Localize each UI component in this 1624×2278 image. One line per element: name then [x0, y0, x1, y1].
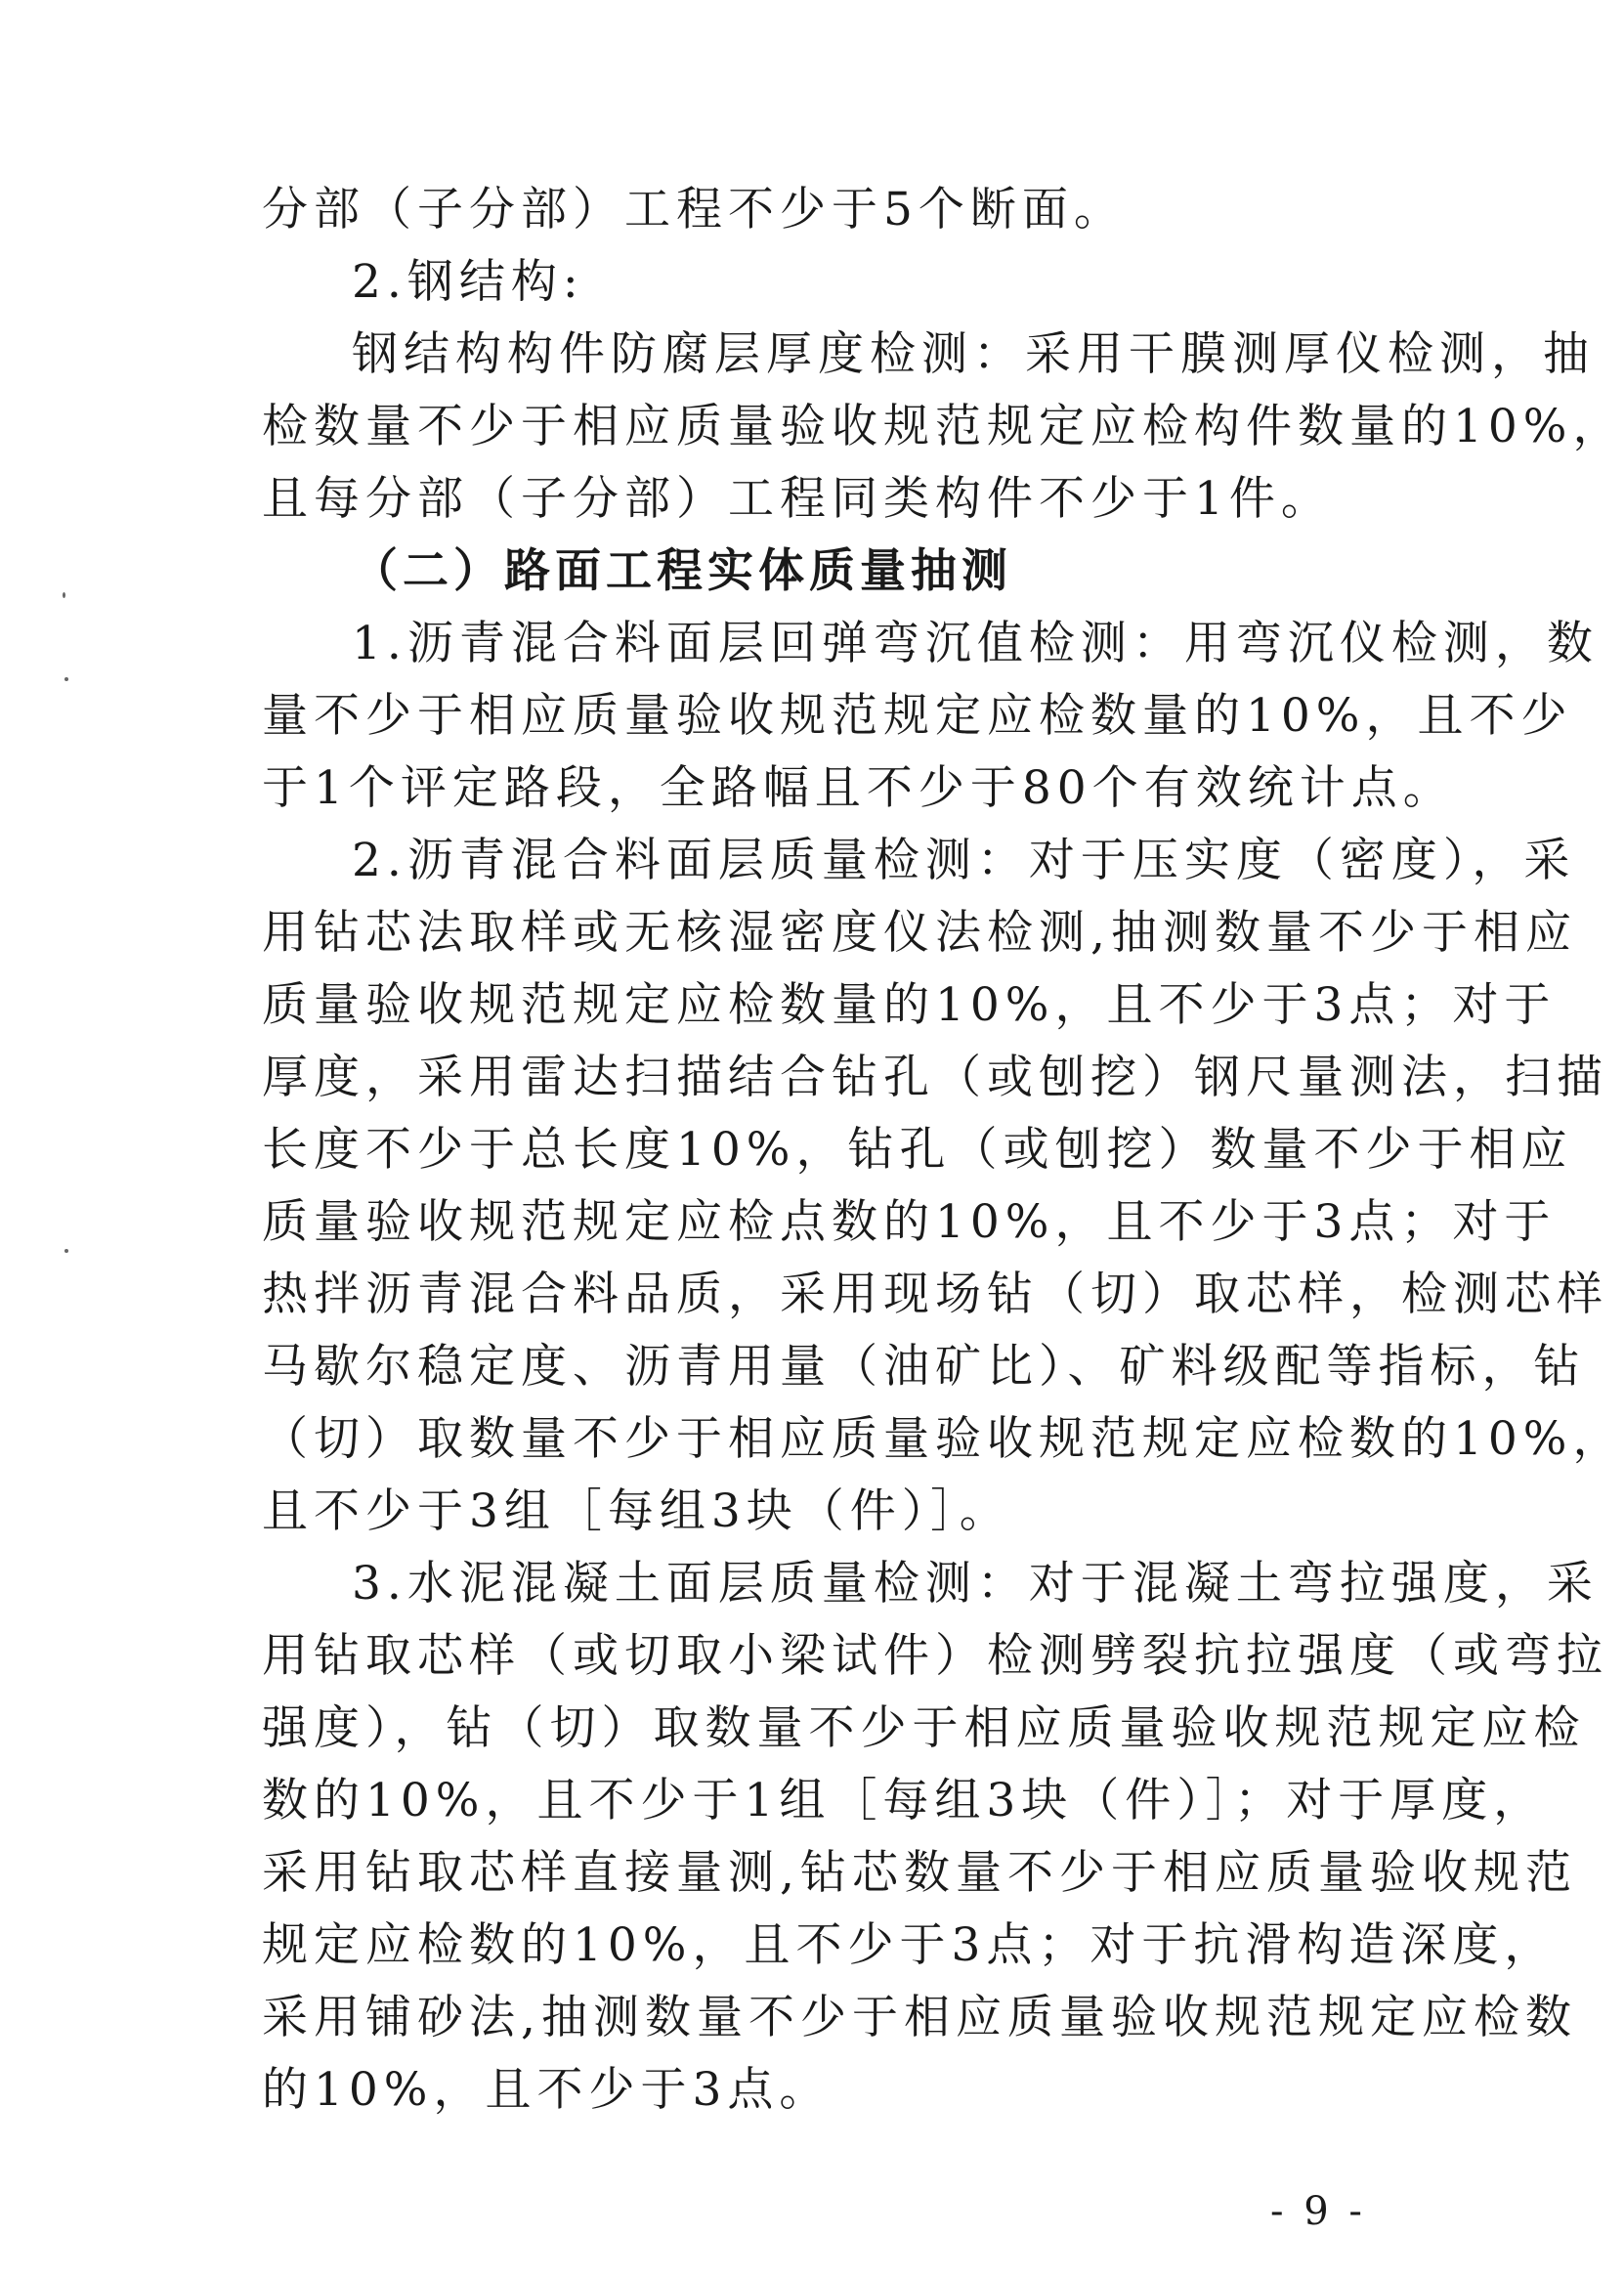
body-text-line: 的10%，且不少于3点。: [262, 2063, 832, 2117]
subsection-heading-steel: 2.钢结构:: [352, 255, 584, 309]
body-text-line: 用钻芯法取样或无核湿密度仪法检测,抽测数量不少于相应: [262, 906, 1577, 960]
body-text-line: 采用钻取芯样直接量测,钻芯数量不少于相应质量验收规范: [262, 1846, 1577, 1900]
body-text-line: 且每分部（子分部）工程同类构件不少于1件。: [262, 472, 1333, 526]
body-text-line: 分部（子分部）工程不少于5个断面。: [262, 183, 1126, 236]
scan-speck: [64, 1249, 68, 1253]
body-text-line: 质量验收规范规定应检点数的10%，且不少于3点；对于: [262, 1195, 1557, 1249]
scan-speck: [64, 677, 68, 681]
body-text-line: 厚度，采用雷达扫描结合钻孔（或刨挖）钢尺量测法，扫描: [262, 1051, 1608, 1104]
document-page: [262, 174, 1624, 2127]
scan-speck: [63, 592, 65, 598]
body-text-line: 量不少于相应质量验收规范规定应检数量的10%，且不少: [262, 689, 1573, 743]
body-text-line: 质量验收规范规定应检数量的10%，且不少于3点；对于: [262, 978, 1557, 1032]
body-text-line: 3.水泥混凝土面层质量检测：对于混凝土弯拉强度，采: [352, 1557, 1599, 1611]
body-text-line: 1.沥青混合料面层回弹弯沉值检测：用弯沉仪检测，数: [352, 617, 1599, 670]
body-text-line: 马歇尔稳定度、沥青用量（油矿比）、矿料级配等指标，钻: [262, 1340, 1586, 1394]
body-text-line: 且不少于3组［每组3块（件）］。: [262, 1484, 1011, 1538]
body-text-line: 于1个评定路段，全路幅且不少于80个有效统计点。: [262, 761, 1455, 815]
body-text-line: 用钻取芯样（或切取小梁试件）检测劈裂抗拉强度（或弯拉: [262, 1629, 1608, 1683]
body-text-line: 检数量不少于相应质量验收规范规定应检构件数量的10%，: [262, 400, 1624, 453]
body-text-line: （切）取数量不少于相应质量验收规范规定应检数的10%，: [262, 1412, 1624, 1466]
body-text-line: 钢结构构件防腐层厚度检测：采用干膜测厚仪检测，抽: [352, 327, 1595, 381]
page-number: - 9 -: [1270, 2189, 1366, 2234]
body-text-line: 采用铺砂法,抽测数量不少于相应质量验收规范规定应检数: [262, 1991, 1577, 2044]
body-text-line: 2.沥青混合料面层质量检测：对于压实度（密度），采: [352, 834, 1576, 887]
body-text-line: 强度），钻（切）取数量不少于相应质量验收规范规定应检: [262, 1701, 1586, 1755]
body-text-line: 数的10%，且不少于1组［每组3块（件）］；对于厚度，: [262, 1774, 1546, 1827]
body-text-line: 热拌沥青混合料品质，采用现场钻（切）取芯样，检测芯样: [262, 1268, 1608, 1321]
section-heading: （二）路面工程实体质量抽测: [352, 544, 1012, 598]
body-text-line: 规定应检数的10%，且不少于3点；对于抗滑构造深度，: [262, 1918, 1557, 1972]
body-text-line: 长度不少于总长度10%，钻孔（或刨挖）数量不少于相应: [262, 1123, 1573, 1177]
